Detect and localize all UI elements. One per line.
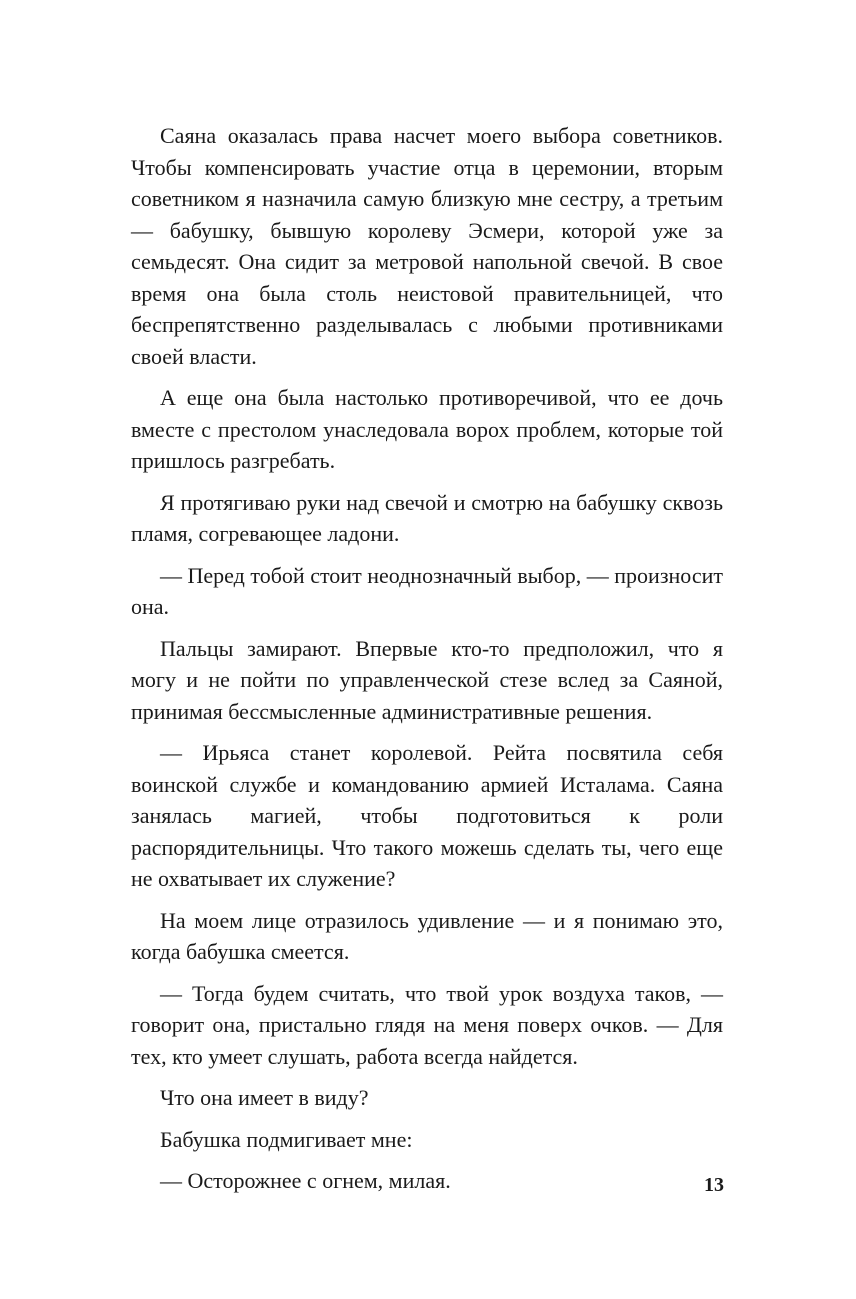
paragraph: — Осторожнее с огнем, милая. [160,1168,451,1193]
paragraph: Бабушка подмигивает мне: [160,1126,413,1152]
paragraph: — Перед тобой стоит неоднозначный выбор, — произносит она. [131,562,723,619]
paragraph: Саяна оказалась права насчет моего выбора советников. Чтобы компенсировать участие отца в церемонии, вторым советником я назначила самую близкую мне сестру, а третьим — бабушку, бывшую королеву Эсмери, которой уже за семьдесят. Она сидит за метровой напольной свечой. В свое время она была столь неистовой правительницей, что беспрепятственно разделывалась с любыми противниками своей власти. [131,123,723,369]
body-text [131,120,723,1197]
paragraph: А еще она была настолько противоречивой, что ее дочь вместе с престолом унаследовала ворох проблем, которые той пришлось разгребать. [131,385,723,473]
paragraph: На моем лице отразилось удивление — и я понимаю это, когда бабушка смеется. [131,907,723,964]
paragraph: Я протягиваю руки над свечой и смотрю на бабушку сквозь пламя, согревающее ладони. [131,489,723,546]
page-number: 13 [704,1174,724,1196]
paragraph: — Ирьяса станет королевой. Рейта посвятила себя воинской службе и командованию армией Исталама. Саяна занялась магией, чтобы подготовиться к роли распорядительницы. Что такого можешь сделать ты, чего еще не охватывает их служение? [131,740,723,891]
paragraph: — Тогда будем считать, что твой урок воздуха таков, — говорит она, пристально глядя на меня поверх очков. — Для тех, кто умеет слушать, работа всегда найдется. [131,980,723,1069]
paragraph: Что она имеет в виду? [160,1085,369,1110]
paragraph: Пальцы замирают. Впервые кто-то предположил, что я могу и не пойти по управленческой стезе вслед за Саяной, принимая бессмысленные административные решения. [131,635,723,724]
